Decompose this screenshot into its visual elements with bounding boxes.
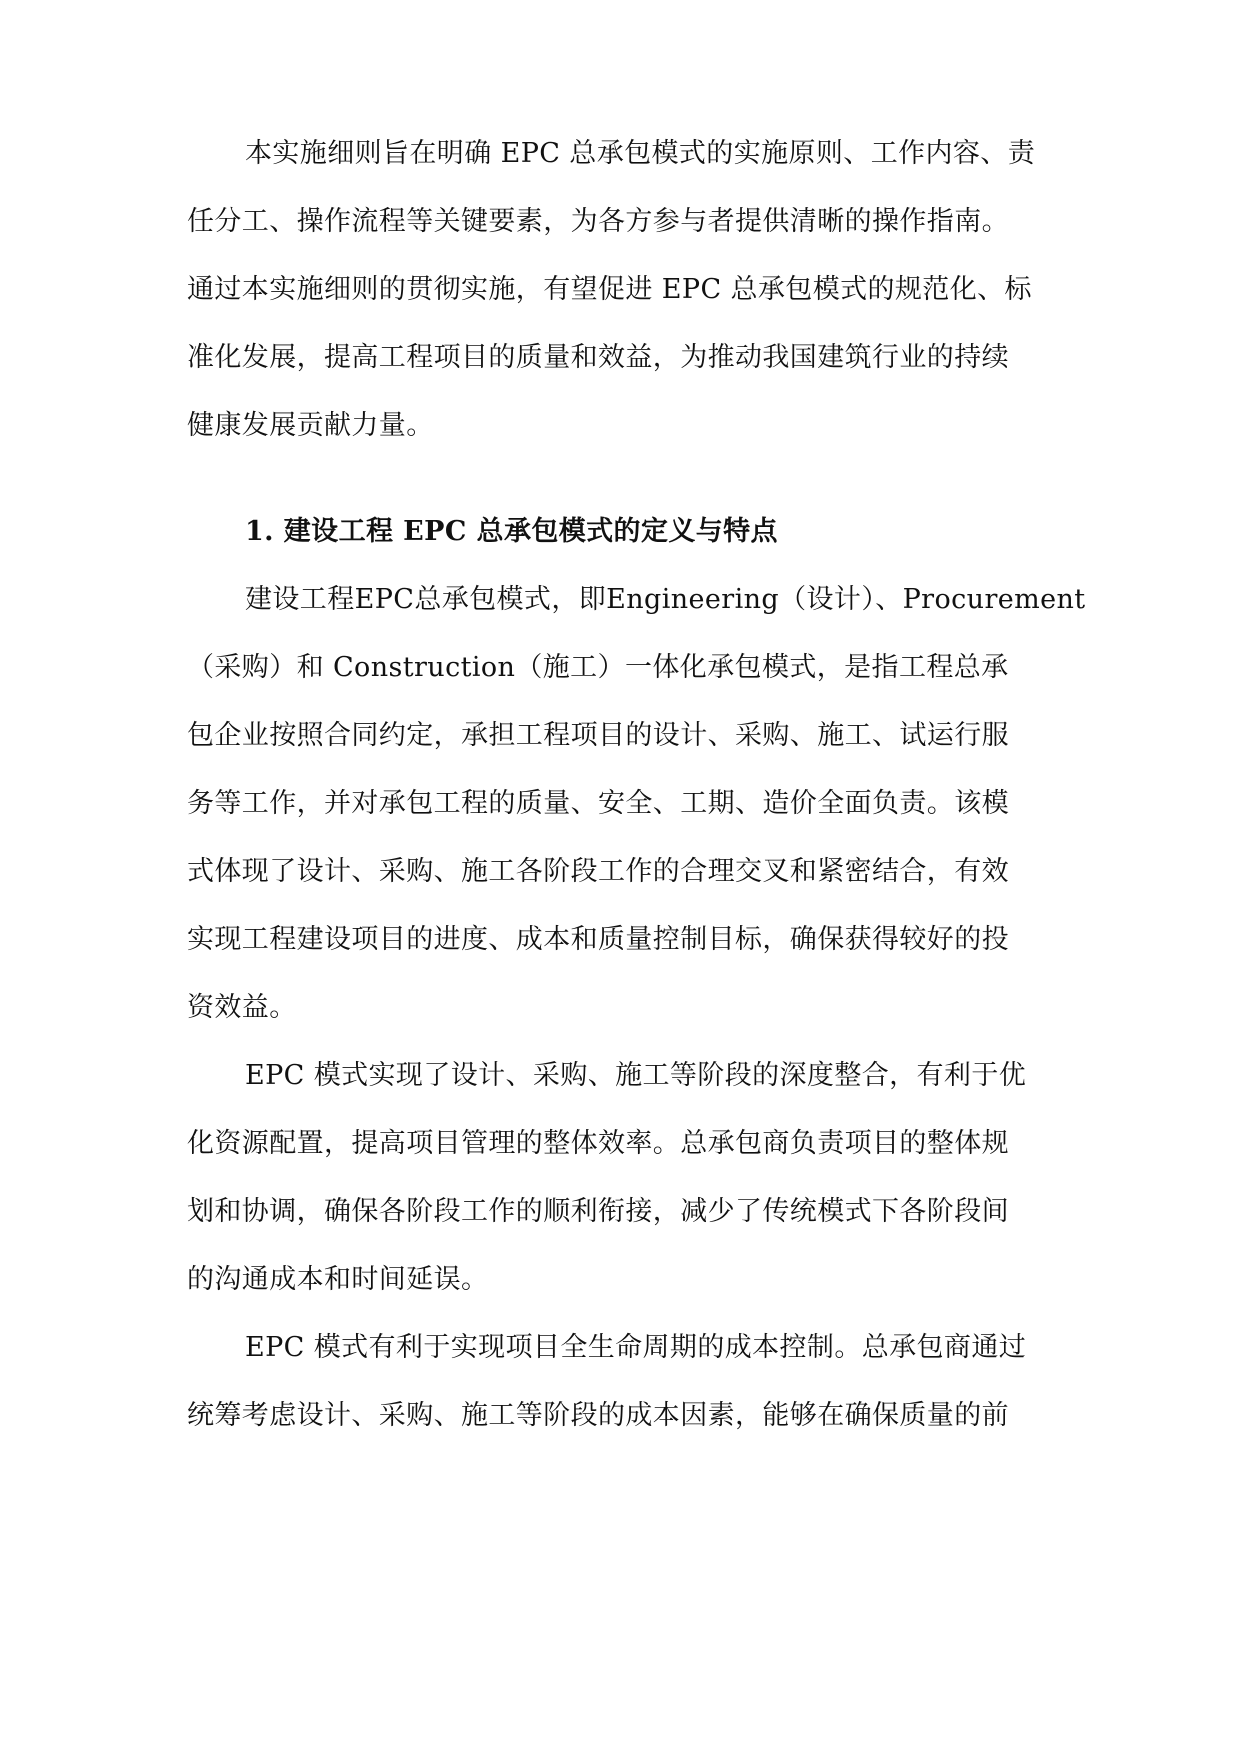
cost-line-1: EPC 模式有利于实现项目全生命周期的成本控制。总承包商通过 xyxy=(245,1332,1027,1363)
integration-line-1: EPC 模式实现了设计、采购、施工等阶段的深度整合，有利于优 xyxy=(245,1060,1027,1091)
intro-line-3: 通过本实施细则的贯彻实施，有望促进 EPC 总承包模式的规范化、标 xyxy=(187,274,1032,305)
intro-line-4: 准化发展，提高工程项目的质量和效益，为推动我国建筑行业的持续 xyxy=(187,342,1009,373)
section-heading: 1. 建设工程 EPC 总承包模式的定义与特点 xyxy=(245,516,778,547)
intro-line-5: 健康发展贡献力量。 xyxy=(187,410,434,441)
integration-line-4: 的沟通成本和时间延误。 xyxy=(187,1264,489,1295)
definition-line-2: （采购）和 Construction（施工）一体化承包模式，是指工程总承 xyxy=(187,652,1009,683)
cost-line-2: 统筹考虑设计、采购、施工等阶段的成本因素，能够在确保质量的前 xyxy=(187,1400,1009,1431)
definition-line-7: 资效益。 xyxy=(187,992,297,1023)
intro-line-2: 任分工、操作流程等关键要素，为各方参与者提供清晰的操作指南。 xyxy=(187,206,1009,237)
integration-line-2: 化资源配置，提高项目管理的整体效率。总承包商负责项目的整体规 xyxy=(187,1128,1009,1159)
definition-line-5: 式体现了设计、采购、施工各阶段工作的合理交叉和紧密结合，有效 xyxy=(187,856,1009,887)
definition-line-6: 实现工程建设项目的进度、成本和质量控制目标，确保获得较好的投 xyxy=(187,924,1009,955)
integration-line-3: 划和协调，确保各阶段工作的顺利衔接，减少了传统模式下各阶段间 xyxy=(187,1196,1009,1227)
intro-line-1: 本实施细则旨在明确 EPC 总承包模式的实施原则、工作内容、责 xyxy=(245,138,1036,169)
definition-line-1: 建设工程EPC总承包模式，即Engineering（设计）、Procurement xyxy=(245,584,1086,615)
definition-line-4: 务等工作，并对承包工程的质量、安全、工期、造价全面负责。该模 xyxy=(187,788,1009,819)
definition-line-3: 包企业按照合同约定，承担工程项目的设计、采购、施工、试运行服 xyxy=(187,720,1009,751)
